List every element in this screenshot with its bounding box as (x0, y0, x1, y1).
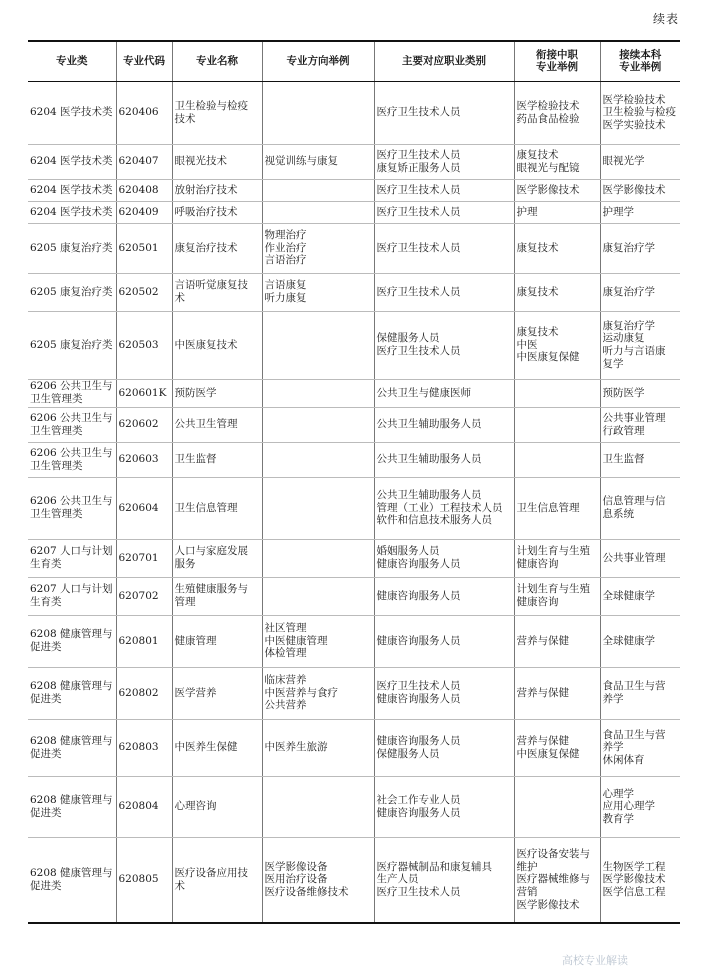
cell-occupation-categories: 公共卫生辅助服务人员 (374, 442, 514, 477)
cell-occupation-categories: 医疗卫生技术人员 (374, 223, 514, 273)
cell-occupation-categories: 医疗卫生技术人员 康复矫正服务人员 (374, 144, 514, 179)
cell-major-name: 言语听觉康复技 术 (172, 273, 262, 311)
cell-major-name: 卫生监督 (172, 442, 262, 477)
cell-secondary-vocational-majors: 医疗设备安装与 维护 医疗器械维修与 营销 医学影像技术 (514, 837, 600, 923)
continued-label: 续表 (652, 12, 679, 26)
table-row (28, 144, 680, 179)
cell-undergraduate-majors: 预防医学 (600, 379, 680, 407)
table-row (28, 615, 680, 667)
cell-major-code: 620602 (116, 407, 172, 442)
cell-direction-examples (262, 776, 374, 837)
cell-secondary-vocational-majors (514, 379, 600, 407)
cell-major-category: 6208 健康管理与 促进类 (28, 719, 116, 776)
cell-major-name: 眼视光技术 (172, 144, 262, 179)
header-secondary-vocational-majors: 衔接中职 专业举例 (514, 41, 600, 81)
cell-secondary-vocational-majors: 护理 (514, 201, 600, 223)
table-header-row (28, 41, 680, 81)
cell-direction-examples: 视觉训练与康复 (262, 144, 374, 179)
cell-undergraduate-majors: 生物医学工程 医学影像技术 医学信息工程 (600, 837, 680, 923)
cell-major-category: 6208 健康管理与 促进类 (28, 776, 116, 837)
cell-direction-examples: 医学影像设备 医用治疗设备 医疗设备维修技术 (262, 837, 374, 923)
cell-major-code: 620803 (116, 719, 172, 776)
cell-major-name: 中医养生保健 (172, 719, 262, 776)
cell-major-code: 620406 (116, 81, 172, 144)
cell-major-category: 6208 健康管理与 促进类 (28, 837, 116, 923)
cell-direction-examples (262, 81, 374, 144)
cell-major-code: 620702 (116, 577, 172, 615)
cell-occupation-categories: 健康咨询服务人员 (374, 577, 514, 615)
cell-major-code: 620502 (116, 273, 172, 311)
cell-major-category: 6206 公共卫生与 卫生管理类 (28, 407, 116, 442)
cell-direction-examples: 临床营养 中医营养与食疗 公共营养 (262, 667, 374, 719)
cell-direction-examples (262, 577, 374, 615)
cell-occupation-categories: 保健服务人员 医疗卫生技术人员 (374, 311, 514, 379)
cell-undergraduate-majors: 康复治疗学 (600, 273, 680, 311)
cell-direction-examples (262, 201, 374, 223)
table-row (28, 776, 680, 837)
cell-occupation-categories: 健康咨询服务人员 保健服务人员 (374, 719, 514, 776)
cell-major-category: 6204 医学技术类 (28, 179, 116, 201)
table-row (28, 667, 680, 719)
table-row (28, 837, 680, 923)
cell-undergraduate-majors: 眼视光学 (600, 144, 680, 179)
cell-undergraduate-majors: 医学检验技术 卫生检验与检疫 医学实验技术 (600, 81, 680, 144)
cell-occupation-categories: 婚姻服务人员 健康咨询服务人员 (374, 539, 514, 577)
cell-major-category: 6206 公共卫生与 卫生管理类 (28, 477, 116, 539)
table-body (28, 81, 680, 923)
cell-occupation-categories: 公共卫生辅助服务人员 (374, 407, 514, 442)
cell-major-code: 620801 (116, 615, 172, 667)
cell-major-name: 医疗设备应用技 术 (172, 837, 262, 923)
cell-occupation-categories: 公共卫生与健康医师 (374, 379, 514, 407)
cell-occupation-categories: 健康咨询服务人员 (374, 615, 514, 667)
table-row (28, 81, 680, 144)
cell-secondary-vocational-majors: 医学检验技术 药品食品检验 (514, 81, 600, 144)
cell-major-category: 6205 康复治疗类 (28, 223, 116, 273)
cell-major-code: 620601K (116, 379, 172, 407)
cell-major-category: 6208 健康管理与 促进类 (28, 667, 116, 719)
cell-major-name: 中医康复技术 (172, 311, 262, 379)
cell-major-code: 620805 (116, 837, 172, 923)
cell-major-name: 公共卫生管理 (172, 407, 262, 442)
cell-secondary-vocational-majors: 康复技术 (514, 223, 600, 273)
cell-occupation-categories: 医疗卫生技术人员 (374, 179, 514, 201)
cell-secondary-vocational-majors (514, 442, 600, 477)
table-row (28, 539, 680, 577)
cell-direction-examples: 物理治疗 作业治疗 言语治疗 (262, 223, 374, 273)
cell-undergraduate-majors: 全球健康学 (600, 615, 680, 667)
cell-major-code: 620604 (116, 477, 172, 539)
cell-undergraduate-majors: 公共事业管理 行政管理 (600, 407, 680, 442)
cell-major-category: 6208 健康管理与 促进类 (28, 615, 116, 667)
cell-undergraduate-majors: 食品卫生与营 养学 (600, 667, 680, 719)
cell-major-category: 6204 医学技术类 (28, 81, 116, 144)
watermark-text: 高校专业解读 (562, 954, 628, 967)
cell-major-name: 预防医学 (172, 379, 262, 407)
table-row (28, 273, 680, 311)
cell-major-name: 心理咨询 (172, 776, 262, 837)
cell-major-category: 6204 医学技术类 (28, 144, 116, 179)
header-major-code: 专业代码 (116, 41, 172, 81)
cell-major-name: 卫生信息管理 (172, 477, 262, 539)
cell-undergraduate-majors: 康复治疗学 运动康复 听力与言语康 复学 (600, 311, 680, 379)
cell-major-name: 放射治疗技术 (172, 179, 262, 201)
cell-undergraduate-majors: 食品卫生与营 养学 休闲体育 (600, 719, 680, 776)
cell-direction-examples: 中医养生旅游 (262, 719, 374, 776)
cell-major-category: 6205 康复治疗类 (28, 311, 116, 379)
major-catalog-table (28, 40, 680, 924)
cell-secondary-vocational-majors: 康复技术 眼视光与配镜 (514, 144, 600, 179)
cell-major-category: 6207 人口与计划 生育类 (28, 577, 116, 615)
cell-secondary-vocational-majors: 医学影像技术 (514, 179, 600, 201)
cell-secondary-vocational-majors: 康复技术 (514, 273, 600, 311)
cell-secondary-vocational-majors (514, 407, 600, 442)
cell-direction-examples (262, 539, 374, 577)
cell-occupation-categories: 医疗卫生技术人员 (374, 273, 514, 311)
cell-major-name: 生殖健康服务与 管理 (172, 577, 262, 615)
cell-direction-examples (262, 442, 374, 477)
cell-undergraduate-majors: 心理学 应用心理学 教育学 (600, 776, 680, 837)
table-row (28, 311, 680, 379)
cell-major-name: 医学营养 (172, 667, 262, 719)
cell-undergraduate-majors: 康复治疗学 (600, 223, 680, 273)
header-occupation-categories: 主要对应职业类别 (374, 41, 514, 81)
cell-major-code: 620804 (116, 776, 172, 837)
cell-occupation-categories: 医疗卫生技术人员 (374, 201, 514, 223)
table-row (28, 223, 680, 273)
cell-secondary-vocational-majors: 卫生信息管理 (514, 477, 600, 539)
cell-secondary-vocational-majors: 计划生育与生殖 健康咨询 (514, 577, 600, 615)
header-major-category: 专业类 (28, 41, 116, 81)
table-row (28, 379, 680, 407)
cell-major-code: 620503 (116, 311, 172, 379)
cell-undergraduate-majors: 护理学 (600, 201, 680, 223)
cell-undergraduate-majors: 信息管理与信 息系统 (600, 477, 680, 539)
cell-direction-examples (262, 477, 374, 539)
cell-occupation-categories: 公共卫生辅助服务人员 管理（工业）工程技术人员 软件和信息技术服务人员 (374, 477, 514, 539)
header-undergraduate-majors: 接续本科 专业举例 (600, 41, 680, 81)
cell-occupation-categories: 医疗器械制品和康复辅具 生产人员 医疗卫生技术人员 (374, 837, 514, 923)
cell-major-code: 620408 (116, 179, 172, 201)
cell-direction-examples (262, 379, 374, 407)
cell-major-category: 6207 人口与计划 生育类 (28, 539, 116, 577)
cell-major-category: 6206 公共卫生与 卫生管理类 (28, 442, 116, 477)
cell-major-category: 6205 康复治疗类 (28, 273, 116, 311)
cell-major-name: 呼吸治疗技术 (172, 201, 262, 223)
cell-major-name: 健康管理 (172, 615, 262, 667)
cell-undergraduate-majors: 全球健康学 (600, 577, 680, 615)
cell-secondary-vocational-majors: 营养与保健 (514, 667, 600, 719)
cell-direction-examples: 言语康复 听力康复 (262, 273, 374, 311)
table-row (28, 407, 680, 442)
cell-direction-examples (262, 311, 374, 379)
cell-occupation-categories: 医疗卫生技术人员 (374, 81, 514, 144)
cell-direction-examples (262, 407, 374, 442)
table-row (28, 442, 680, 477)
cell-undergraduate-majors: 卫生监督 (600, 442, 680, 477)
cell-occupation-categories: 社会工作专业人员 健康咨询服务人员 (374, 776, 514, 837)
cell-major-code: 620501 (116, 223, 172, 273)
cell-major-category: 6204 医学技术类 (28, 201, 116, 223)
cell-major-name: 卫生检验与检疫 技术 (172, 81, 262, 144)
header-major-name: 专业名称 (172, 41, 262, 81)
table-row (28, 179, 680, 201)
cell-major-category: 6206 公共卫生与 卫生管理类 (28, 379, 116, 407)
table-row (28, 577, 680, 615)
cell-major-name: 康复治疗技术 (172, 223, 262, 273)
table-row (28, 719, 680, 776)
cell-major-code: 620603 (116, 442, 172, 477)
cell-secondary-vocational-majors: 营养与保健 (514, 615, 600, 667)
table-row (28, 477, 680, 539)
cell-undergraduate-majors: 医学影像技术 (600, 179, 680, 201)
cell-secondary-vocational-majors (514, 776, 600, 837)
cell-major-code: 620802 (116, 667, 172, 719)
cell-undergraduate-majors: 公共事业管理 (600, 539, 680, 577)
cell-major-code: 620701 (116, 539, 172, 577)
cell-secondary-vocational-majors: 康复技术 中医 中医康复保健 (514, 311, 600, 379)
cell-direction-examples (262, 179, 374, 201)
cell-major-name: 人口与家庭发展 服务 (172, 539, 262, 577)
cell-direction-examples: 社区管理 中医健康管理 体检管理 (262, 615, 374, 667)
cell-major-code: 620409 (116, 201, 172, 223)
cell-secondary-vocational-majors: 营养与保健 中医康复保健 (514, 719, 600, 776)
cell-major-code: 620407 (116, 144, 172, 179)
table-row (28, 201, 680, 223)
cell-occupation-categories: 医疗卫生技术人员 健康咨询服务人员 (374, 667, 514, 719)
header-direction-examples: 专业方向举例 (262, 41, 374, 81)
cell-secondary-vocational-majors: 计划生育与生殖 健康咨询 (514, 539, 600, 577)
